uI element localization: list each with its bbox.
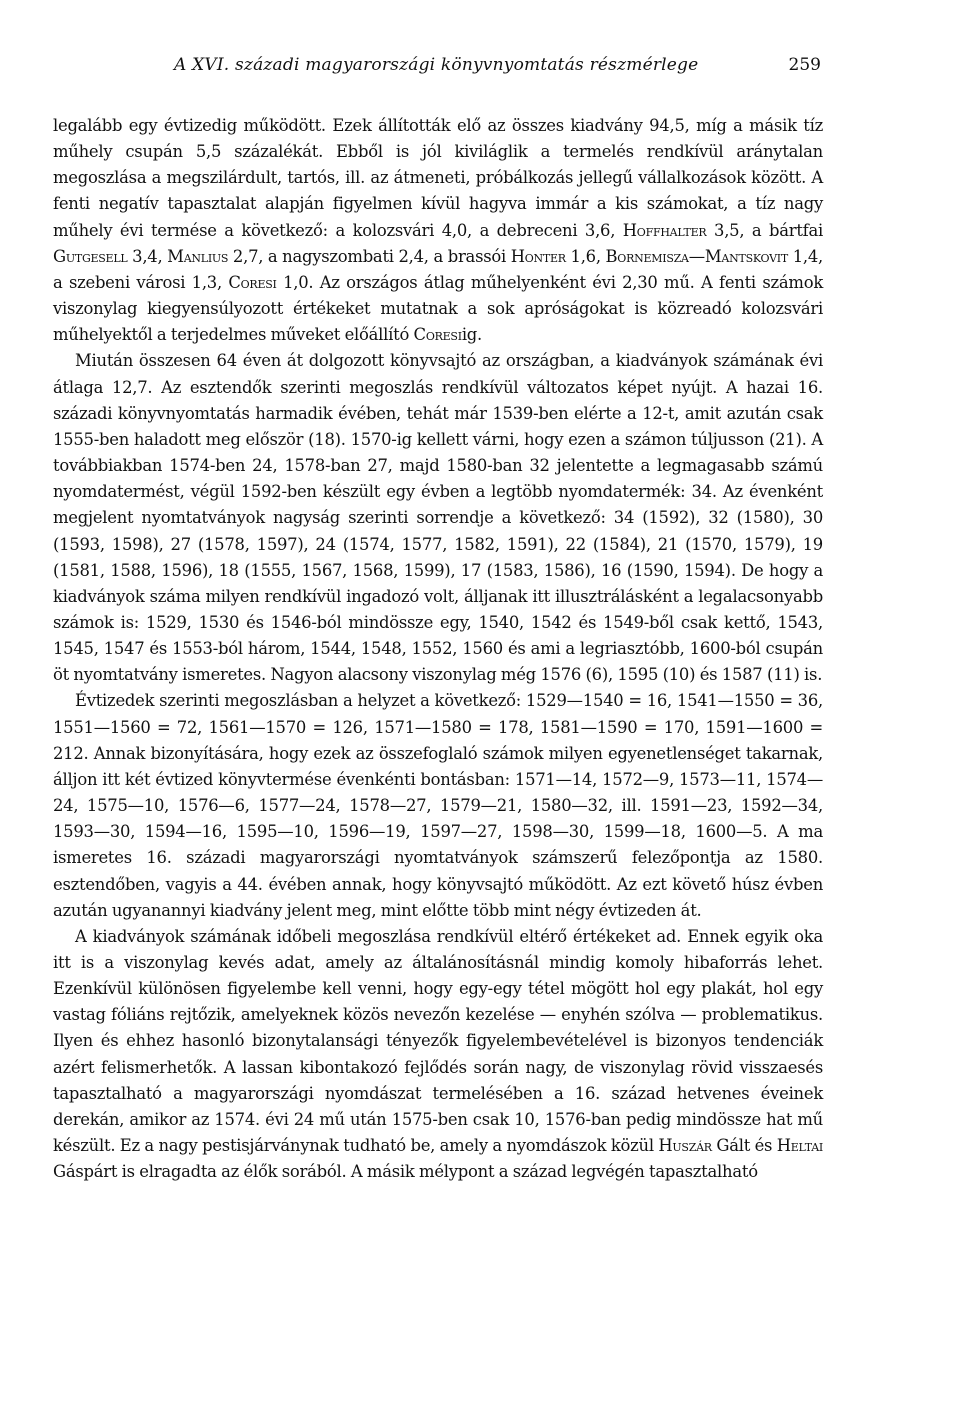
text-run: Gáspárt is elragadta az élők sorából. A másik mélypont a század legvégén tapasztalható bbox=[53, 1162, 758, 1182]
name-smallcaps: Coresi bbox=[228, 272, 277, 292]
text-run: ig. bbox=[461, 325, 483, 345]
name-smallcaps: Bornemisza—Mantskovit bbox=[605, 246, 788, 266]
text-run: 3,4, bbox=[127, 246, 168, 266]
page-number: 259 bbox=[788, 55, 821, 75]
name-smallcaps: Heltai bbox=[776, 1136, 823, 1156]
text-run: A kiadványok számának időbeli megoszlása rendkívül eltérő értékeket ad. Ennek egyik oka itt is a viszonylag kevés adat, amely az általánosításnál mindig komoly hibaforrás lehet. Ezenkívül különösen figyelembe kell venni, hogy egy-egy tétel mögött hol egy plakát, hol egy vastag fóliáns rejtőzik, amelyeknek közös nevezőn kezelése — enyhén szólva — problematikus. Ilyen és ehhez hasonló bizonytalansági tényezők figyelembevételével is bizonyos tendenciák azért felismerhetők. A lassan kibontakozó fejlődés során nagy, de viszonylag rövid visszaesés tapasztalható a magyarországi nyomdászat termelésében a 16. század hetvenes éveinek derekán, amikor az 1574. évi 24 mű után 1575-ben csak 10, 1576-ban pedig mindössze hat mű készült. Ez a nagy pestisjárványnak tudható be, amely a nyomdászok közül bbox=[53, 926, 823, 1156]
name-smallcaps: Honter bbox=[510, 246, 566, 266]
name-smallcaps: Coresi bbox=[413, 325, 462, 345]
text-run: Gált és bbox=[711, 1136, 777, 1156]
name-smallcaps: Gutgesell bbox=[53, 246, 128, 266]
text-run: Miután összesen 64 éven át dolgozott könyvsajtó az országban, a kiadványok számának évi átlaga 12,7. Az esztendők szerinti megoszlás rendkívül változatos képet nyújt. A hazai 16. századi könyvnyomtatás harmadik évében, tehát már 1539-ben elérte a 12-t, amit azután csak 1555-ben haladott meg először (18). 1570-ig kellett várni, hogy ezen a számon túljusson (21). A továbbiakban 1574-ben 24, 1578-ban 27, majd 1580-ban 32 jelentette a legmagasabb számú nyomdatermést, végül 1592-ben készült egy évben a legtöbb nyomdatermék: 34. Az évenként megjelent nyomtatványok nagyság szerinti sorrendje a következő: 34 (1592), 32 (1580), 30 (1593, 1598), 27 (1578, 1597), 24 (1574, 1577, 1582, 1591), 22 (1584), 21 (1570, 1579), 19 (1581, 1588, 1596), 18 (1555, 1567, 1568, 1599), 17 (1583, 1586), 16 (1590, 1594). De hogy a kiadványok száma milyen rendkívül ingadozó volt, álljanak itt illusztrálásként a legalacsonyabb számok is: 1529, 1530 és 1546-ból mindössze egy, 1540, 1542 és 1549-ből csak kettő, 1543, 1545, 1547 és 1553-ból három, 1544, 1548, 1552, 1560 és ami a legriasztóbb, 1600-ból csupán öt nyomtatvány ismeretes. Nagyon alacsony viszonylag még 1576 (6), 1595 (10) és 1587 (11) is. bbox=[53, 351, 823, 685]
paragraph bbox=[53, 688, 823, 923]
paragraph bbox=[53, 348, 823, 688]
text-run: legalább egy évtizedig működött. Ezek állították elő az összes kiadvány 94,5, míg a másik tíz műhely csupán 5,5 százalékát. Ebből is jól kiviláglik a termelés rendkívül aránytalan megoszlása a megszilárdult, tartós, ill. az átmeneti, próbálkozás jellegű vállalkozások között. A fenti negatív tapasztalat alapján figyelmen kívül hagyva immár a kis számokat, a tíz nagy műhely évi termése a következő: a kolozsvári 4,0, a debreceni 3,6, bbox=[53, 116, 823, 240]
text-run: Évtizedek szerinti megoszlásban a helyzet a következő: 1529—1540 = 16, 1541—1550 = 36, 1551—1560 = 72, 1561—1570 = 126, 1571—1580 = 178, 1581—1590 = 170, 1591—1600 = 212. Annak bizonyítására, hogy ezek az összefoglaló számok milyen egyenetlenséget takarnak, álljon itt két évtized könyvtermése évenkénti bontásban: 1571—14, 1572—9, 1573—11, 1574—24, 1575—10, 1576—6, 1577—24, 1578—27, 1579—21, 1580—32, ill. 1591—23, 1592—34, 1593—30, 1594—16, 1595—10, 1596—19, 1597—27, 1598—30, 1599—18, 1600—5. A ma ismeretes 16. századi magyarországi nyomtatványok számszerű felezőpontja az 1580. esztendőben, vagyis a 44. évében annak, hogy könyvsajtó működött. Az ezt követő húsz évben azután ugyanannyi kiadvány jelent meg, mint előtte több mint négy évtizeden át. bbox=[53, 691, 823, 920]
name-smallcaps: Manlius bbox=[167, 246, 229, 266]
text-run: 1,6, bbox=[565, 246, 606, 266]
text-run: 1,0. Az országos átlag műhelyenként évi 2,30 mű. A fenti számok viszonylag kiegyensúlyozott értékeket mutatnak a sok apróságokat is közreadó kolozsvári műhelyektől a terjedelmes műveket előállító bbox=[53, 272, 824, 345]
name-smallcaps: Hoffhalter bbox=[622, 220, 707, 240]
running-title: A XVI. századi magyarországi könyvnyomtatás részmérlege bbox=[174, 55, 699, 75]
text-run: 1,4, a szebeni városi 1,3, bbox=[53, 246, 823, 292]
paragraph bbox=[53, 924, 823, 1186]
running-header bbox=[174, 55, 823, 85]
text-run: 2,7, a nagyszombati 2,4, a brassói bbox=[228, 246, 511, 266]
name-smallcaps: Huszár bbox=[658, 1136, 712, 1156]
book-page bbox=[53, 55, 823, 1185]
paragraph bbox=[53, 113, 823, 348]
text-run: 3,5, a bártfai bbox=[706, 220, 823, 240]
body-text bbox=[53, 113, 823, 1185]
